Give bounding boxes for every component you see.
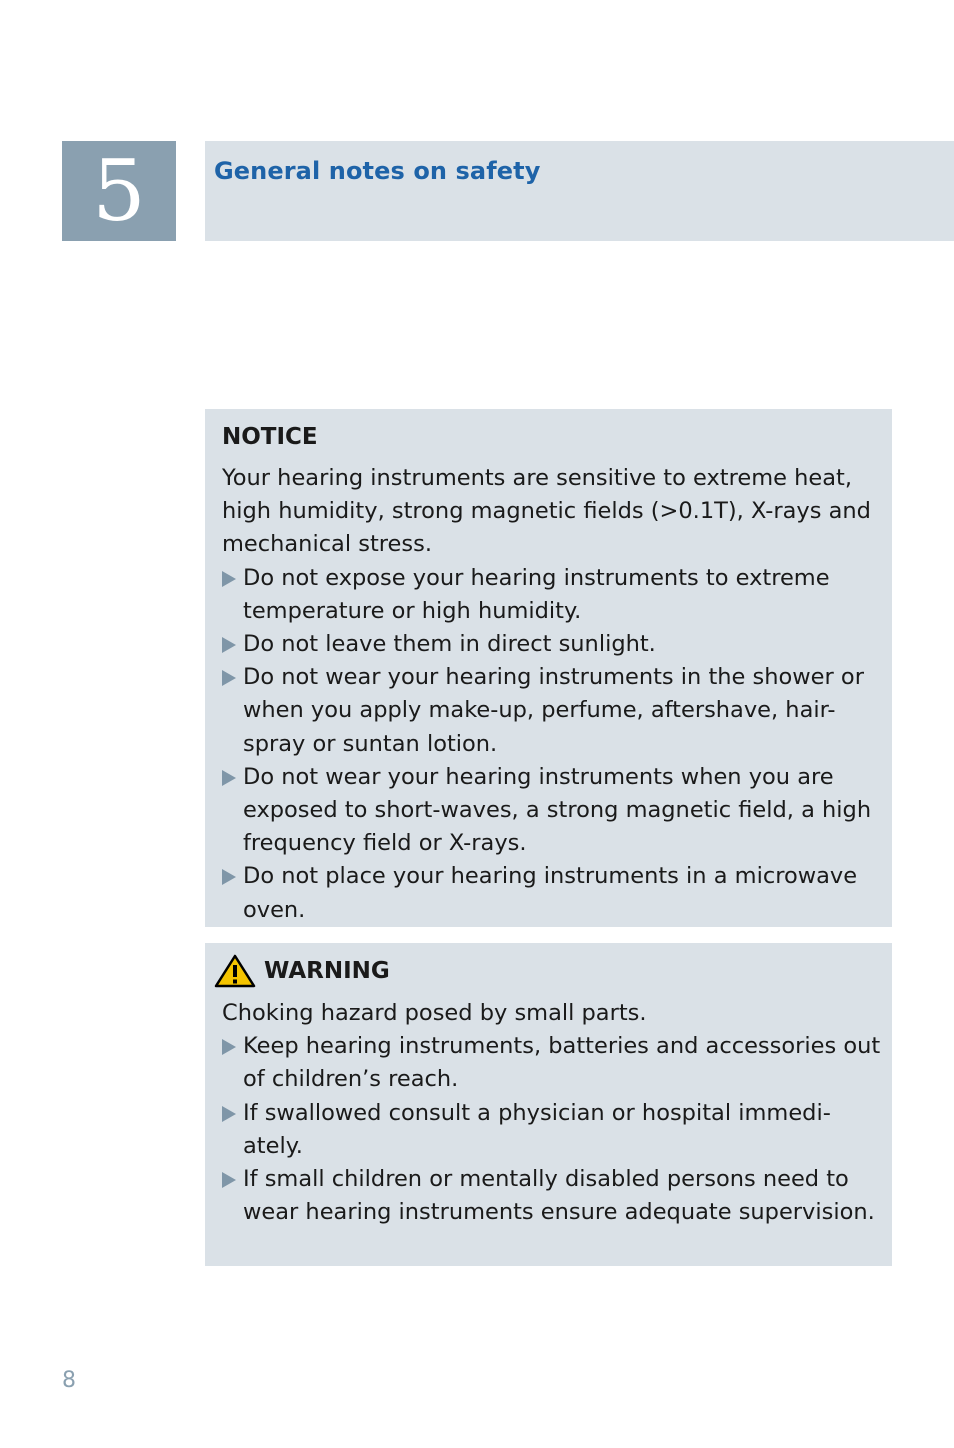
list-item bbox=[222, 761, 884, 861]
warning-triangle-icon bbox=[214, 954, 256, 988]
bullet-arrow-icon bbox=[222, 770, 236, 786]
list-item-text: Do not place your hearing instruments in a microwave oven. bbox=[243, 863, 858, 923]
bullet-arrow-icon bbox=[222, 1039, 236, 1055]
list-item-text: If swallowed consult a physician or hospital immedi-ately. bbox=[243, 1099, 831, 1159]
chapter-title: General notes on safety bbox=[214, 157, 541, 185]
notice-heading: NOTICE bbox=[222, 424, 318, 450]
list-item bbox=[222, 562, 884, 628]
list-item-text: Do not leave them in direct sunlight. bbox=[243, 631, 656, 658]
list-item-text: Do not expose your hearing instruments to extreme temperature or high humidity. bbox=[243, 564, 830, 624]
warning-heading-row bbox=[214, 954, 884, 988]
bullet-arrow-icon bbox=[222, 637, 236, 653]
warning-list bbox=[222, 1030, 884, 1229]
list-item-text: If small children or mentally disabled persons need to wear hearing instruments ensure adequate supervision. bbox=[243, 1166, 875, 1226]
list-item bbox=[222, 860, 884, 926]
notice-panel bbox=[205, 409, 892, 927]
warning-panel bbox=[205, 943, 892, 1266]
list-item bbox=[222, 1163, 884, 1229]
list-item-text: Keep hearing instruments, batteries and accessories out of children’s reach. bbox=[243, 1033, 881, 1093]
warning-heading: WARNING bbox=[264, 958, 390, 984]
notice-intro: Your hearing instruments are sensitive to extreme heat, high humidity, strong magnetic fields (>0.1T), X-rays and mechanical stress. bbox=[222, 465, 871, 558]
list-item bbox=[222, 661, 884, 761]
chapter-number: 5 bbox=[62, 141, 176, 241]
warning-intro: Choking hazard posed by small parts. bbox=[222, 1000, 647, 1026]
bullet-arrow-icon bbox=[222, 1172, 236, 1188]
chapter-title-bar bbox=[205, 141, 954, 241]
bullet-arrow-icon bbox=[222, 869, 236, 885]
list-item bbox=[222, 628, 884, 661]
list-item bbox=[222, 1097, 884, 1163]
list-item-text: Do not wear your hearing instruments when you are exposed to short-waves, a strong magnetic field, a high frequency field or X-rays. bbox=[243, 763, 872, 857]
page-number: 8 bbox=[62, 1368, 76, 1393]
bullet-arrow-icon bbox=[222, 1106, 236, 1122]
list-item-text: Do not wear your hearing instruments in the shower or when you apply make-up, perfume, aftershave, hair-spray or suntan lotion. bbox=[243, 664, 864, 757]
notice-list bbox=[222, 562, 884, 927]
bullet-arrow-icon bbox=[222, 670, 236, 686]
bullet-arrow-icon bbox=[222, 571, 236, 587]
list-item bbox=[222, 1030, 884, 1096]
